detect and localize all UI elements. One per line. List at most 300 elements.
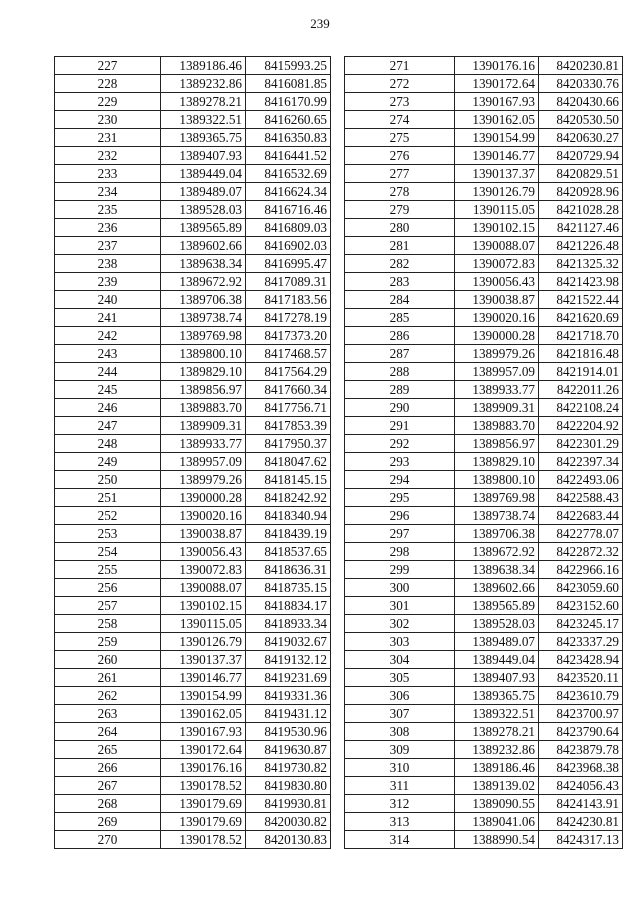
x-coordinate-cell: 1390038.87 [455,291,539,309]
y-coordinate-cell: 8422397.34 [539,453,623,471]
x-coordinate-cell: 1389829.10 [455,453,539,471]
y-coordinate-cell: 8419331.36 [246,687,331,705]
y-coordinate-cell: 8423610.79 [539,687,623,705]
y-coordinate-cell: 8416260.65 [246,111,331,129]
y-coordinate-cell: 8416170.99 [246,93,331,111]
table-row [55,147,331,165]
point-number-cell: 250 [55,471,161,489]
y-coordinate-cell: 8417183.56 [246,291,331,309]
y-coordinate-cell: 8421325.32 [539,255,623,273]
point-number-cell: 248 [55,435,161,453]
table-row [55,165,331,183]
x-coordinate-cell: 1390038.87 [161,525,246,543]
y-coordinate-cell: 8423059.60 [539,579,623,597]
point-number-cell: 281 [345,237,455,255]
point-number-cell: 263 [55,705,161,723]
table-row [345,579,623,597]
table-row [345,165,623,183]
y-coordinate-cell: 8420430.66 [539,93,623,111]
y-coordinate-cell: 8417660.34 [246,381,331,399]
x-coordinate-cell: 1389449.04 [161,165,246,183]
table-row [55,579,331,597]
y-coordinate-cell: 8420330.76 [539,75,623,93]
coordinates-table-left [54,56,331,849]
x-coordinate-cell: 1390000.28 [161,489,246,507]
y-coordinate-cell: 8423520.11 [539,669,623,687]
point-number-cell: 242 [55,327,161,345]
point-number-cell: 307 [345,705,455,723]
table-row [55,633,331,651]
point-number-cell: 254 [55,543,161,561]
y-coordinate-cell: 8420130.83 [246,831,331,849]
y-coordinate-cell: 8423879.78 [539,741,623,759]
point-number-cell: 283 [345,273,455,291]
point-number-cell: 227 [55,57,161,75]
y-coordinate-cell: 8424230.81 [539,813,623,831]
table-row [55,741,331,759]
y-coordinate-cell: 8417853.39 [246,417,331,435]
x-coordinate-cell: 1389829.10 [161,363,246,381]
y-coordinate-cell: 8418242.92 [246,489,331,507]
table-row [345,705,623,723]
x-coordinate-cell: 1390072.83 [455,255,539,273]
table-row [55,345,331,363]
table-row [55,651,331,669]
table-row [55,507,331,525]
table-row [345,147,623,165]
x-coordinate-cell: 1389769.98 [161,327,246,345]
x-coordinate-cell: 1390088.07 [161,579,246,597]
x-coordinate-cell: 1389322.51 [455,705,539,723]
x-coordinate-cell: 1390137.37 [455,165,539,183]
table-row [55,471,331,489]
point-number-cell: 231 [55,129,161,147]
y-coordinate-cell: 8415993.25 [246,57,331,75]
point-number-cell: 241 [55,309,161,327]
x-coordinate-cell: 1390176.16 [161,759,246,777]
y-coordinate-cell: 8418145.15 [246,471,331,489]
x-coordinate-cell: 1390115.05 [161,615,246,633]
x-coordinate-cell: 1389528.03 [455,615,539,633]
x-coordinate-cell: 1390020.16 [161,507,246,525]
x-coordinate-cell: 1389186.46 [161,57,246,75]
y-coordinate-cell: 8422872.32 [539,543,623,561]
coordinates-table-right [344,56,623,849]
y-coordinate-cell: 8416532.69 [246,165,331,183]
y-coordinate-cell: 8417468.57 [246,345,331,363]
table-row [55,309,331,327]
table-row [55,525,331,543]
table-row [55,687,331,705]
point-number-cell: 293 [345,453,455,471]
y-coordinate-cell: 8422108.24 [539,399,623,417]
point-number-cell: 232 [55,147,161,165]
y-coordinate-cell: 8424317.13 [539,831,623,849]
point-number-cell: 292 [345,435,455,453]
point-number-cell: 249 [55,453,161,471]
x-coordinate-cell: 1389602.66 [455,579,539,597]
y-coordinate-cell: 8420030.82 [246,813,331,831]
table-row [345,597,623,615]
point-number-cell: 245 [55,381,161,399]
point-number-cell: 273 [345,93,455,111]
table-row [55,813,331,831]
table-row [345,813,623,831]
x-coordinate-cell: 1389565.89 [161,219,246,237]
y-coordinate-cell: 8421620.69 [539,309,623,327]
x-coordinate-cell: 1390072.83 [161,561,246,579]
point-number-cell: 246 [55,399,161,417]
y-coordinate-cell: 8422204.92 [539,417,623,435]
x-coordinate-cell: 1390020.16 [455,309,539,327]
y-coordinate-cell: 8419231.69 [246,669,331,687]
point-number-cell: 314 [345,831,455,849]
x-coordinate-cell: 1389365.75 [161,129,246,147]
y-coordinate-cell: 8416995.47 [246,255,331,273]
table-row [55,597,331,615]
point-number-cell: 257 [55,597,161,615]
x-coordinate-cell: 1390178.52 [161,777,246,795]
point-number-cell: 236 [55,219,161,237]
table-row [55,219,331,237]
point-number-cell: 233 [55,165,161,183]
point-number-cell: 284 [345,291,455,309]
x-coordinate-cell: 1389186.46 [455,759,539,777]
y-coordinate-cell: 8420928.96 [539,183,623,201]
table-row [55,399,331,417]
table-row [55,291,331,309]
table-row [345,75,623,93]
point-number-cell: 298 [345,543,455,561]
point-number-cell: 306 [345,687,455,705]
x-coordinate-cell: 1389706.38 [455,525,539,543]
table-row [345,111,623,129]
table-row [55,705,331,723]
y-coordinate-cell: 8422301.29 [539,435,623,453]
x-coordinate-cell: 1389706.38 [161,291,246,309]
point-number-cell: 244 [55,363,161,381]
table-row [55,489,331,507]
y-coordinate-cell: 8418439.19 [246,525,331,543]
x-coordinate-cell: 1389322.51 [161,111,246,129]
y-coordinate-cell: 8418933.34 [246,615,331,633]
y-coordinate-cell: 8418735.15 [246,579,331,597]
point-number-cell: 274 [345,111,455,129]
y-coordinate-cell: 8419530.96 [246,723,331,741]
point-number-cell: 268 [55,795,161,813]
table-row [55,615,331,633]
y-coordinate-cell: 8421816.48 [539,345,623,363]
table-row [55,237,331,255]
table-row [55,57,331,75]
y-coordinate-cell: 8422966.16 [539,561,623,579]
point-number-cell: 269 [55,813,161,831]
x-coordinate-cell: 1390178.52 [161,831,246,849]
table-row [345,723,623,741]
point-number-cell: 259 [55,633,161,651]
table-row [345,273,623,291]
x-coordinate-cell: 1390056.43 [161,543,246,561]
point-number-cell: 251 [55,489,161,507]
point-number-cell: 276 [345,147,455,165]
table-row [345,525,623,543]
point-number-cell: 256 [55,579,161,597]
point-number-cell: 305 [345,669,455,687]
x-coordinate-cell: 1390126.79 [455,183,539,201]
y-coordinate-cell: 8416624.34 [246,183,331,201]
x-coordinate-cell: 1390102.15 [161,597,246,615]
y-coordinate-cell: 8422493.06 [539,471,623,489]
table-row [55,795,331,813]
table-row [345,417,623,435]
x-coordinate-cell: 1389489.07 [161,183,246,201]
x-coordinate-cell: 1389449.04 [455,651,539,669]
point-number-cell: 237 [55,237,161,255]
page-number: 239 [310,16,330,31]
y-coordinate-cell: 8422683.44 [539,507,623,525]
y-coordinate-cell: 8416902.03 [246,237,331,255]
y-coordinate-cell: 8419730.82 [246,759,331,777]
y-coordinate-cell: 8418537.65 [246,543,331,561]
y-coordinate-cell: 8419431.12 [246,705,331,723]
table-row [55,75,331,93]
x-coordinate-cell: 1390167.93 [455,93,539,111]
y-coordinate-cell: 8417089.31 [246,273,331,291]
table-row [345,381,623,399]
table-row [55,453,331,471]
table-row [345,831,623,849]
x-coordinate-cell: 1390115.05 [455,201,539,219]
y-coordinate-cell: 8418047.62 [246,453,331,471]
y-coordinate-cell: 8418340.94 [246,507,331,525]
table-row [345,669,623,687]
point-number-cell: 239 [55,273,161,291]
y-coordinate-cell: 8423152.60 [539,597,623,615]
x-coordinate-cell: 1390176.16 [455,57,539,75]
point-number-cell: 279 [345,201,455,219]
y-coordinate-cell: 8419132.12 [246,651,331,669]
y-coordinate-cell: 8424143.91 [539,795,623,813]
y-coordinate-cell: 8419830.80 [246,777,331,795]
point-number-cell: 260 [55,651,161,669]
point-number-cell: 285 [345,309,455,327]
point-number-cell: 299 [345,561,455,579]
y-coordinate-cell: 8420230.81 [539,57,623,75]
x-coordinate-cell: 1389979.26 [455,345,539,363]
y-coordinate-cell: 8416350.83 [246,129,331,147]
y-coordinate-cell: 8423428.94 [539,651,623,669]
point-number-cell: 290 [345,399,455,417]
point-number-cell: 243 [55,345,161,363]
x-coordinate-cell: 1390146.77 [455,147,539,165]
y-coordinate-cell: 8420530.50 [539,111,623,129]
point-number-cell: 312 [345,795,455,813]
table-row [345,489,623,507]
y-coordinate-cell: 8417564.29 [246,363,331,381]
table-row [55,327,331,345]
x-coordinate-cell: 1389856.97 [455,435,539,453]
table-row [345,291,623,309]
table-row [345,777,623,795]
table-row [345,345,623,363]
y-coordinate-cell: 8422588.43 [539,489,623,507]
table-row [55,435,331,453]
x-coordinate-cell: 1390126.79 [161,633,246,651]
point-number-cell: 296 [345,507,455,525]
point-number-cell: 247 [55,417,161,435]
x-coordinate-cell: 1389602.66 [161,237,246,255]
y-coordinate-cell: 8423700.97 [539,705,623,723]
table-row [55,111,331,129]
table-row [55,723,331,741]
x-coordinate-cell: 1390172.64 [161,741,246,759]
y-coordinate-cell: 8423968.38 [539,759,623,777]
y-coordinate-cell: 8421423.98 [539,273,623,291]
y-coordinate-cell: 8421718.70 [539,327,623,345]
y-coordinate-cell: 8421522.44 [539,291,623,309]
y-coordinate-cell: 8421226.48 [539,237,623,255]
y-coordinate-cell: 8418834.17 [246,597,331,615]
table-row [345,543,623,561]
point-number-cell: 271 [345,57,455,75]
point-number-cell: 282 [345,255,455,273]
x-coordinate-cell: 1389407.93 [455,669,539,687]
y-coordinate-cell: 8417950.37 [246,435,331,453]
y-coordinate-cell: 8416716.46 [246,201,331,219]
point-number-cell: 297 [345,525,455,543]
y-coordinate-cell: 8416081.85 [246,75,331,93]
y-coordinate-cell: 8416809.03 [246,219,331,237]
point-number-cell: 291 [345,417,455,435]
x-coordinate-cell: 1389738.74 [161,309,246,327]
table-row [345,129,623,147]
point-number-cell: 266 [55,759,161,777]
table-row [345,435,623,453]
table-row [345,363,623,381]
x-coordinate-cell: 1389232.86 [455,741,539,759]
table-row [55,363,331,381]
y-coordinate-cell: 8423790.64 [539,723,623,741]
x-coordinate-cell: 1390162.05 [455,111,539,129]
x-coordinate-cell: 1389638.34 [455,561,539,579]
x-coordinate-cell: 1389800.10 [455,471,539,489]
x-coordinate-cell: 1389933.77 [161,435,246,453]
x-coordinate-cell: 1390146.77 [161,669,246,687]
x-coordinate-cell: 1390088.07 [455,237,539,255]
table-row [345,633,623,651]
table-row [345,687,623,705]
table-row [345,201,623,219]
point-number-cell: 261 [55,669,161,687]
point-number-cell: 288 [345,363,455,381]
table-row [55,669,331,687]
table-row [345,255,623,273]
x-coordinate-cell: 1389672.92 [161,273,246,291]
y-coordinate-cell: 8423245.17 [539,615,623,633]
x-coordinate-cell: 1389489.07 [455,633,539,651]
y-coordinate-cell: 8421028.28 [539,201,623,219]
table-row [345,471,623,489]
x-coordinate-cell: 1390000.28 [455,327,539,345]
x-coordinate-cell: 1390162.05 [161,705,246,723]
y-coordinate-cell: 8422011.26 [539,381,623,399]
x-coordinate-cell: 1389883.70 [455,417,539,435]
x-coordinate-cell: 1389909.31 [455,399,539,417]
table-row [345,651,623,669]
point-number-cell: 258 [55,615,161,633]
table-row [55,273,331,291]
point-number-cell: 302 [345,615,455,633]
y-coordinate-cell: 8419032.67 [246,633,331,651]
point-number-cell: 277 [345,165,455,183]
table-row [55,831,331,849]
point-number-cell: 311 [345,777,455,795]
x-coordinate-cell: 1389365.75 [455,687,539,705]
point-number-cell: 265 [55,741,161,759]
point-number-cell: 228 [55,75,161,93]
x-coordinate-cell: 1389090.55 [455,795,539,813]
y-coordinate-cell: 8421914.01 [539,363,623,381]
table-row [345,219,623,237]
x-coordinate-cell: 1389800.10 [161,345,246,363]
point-number-cell: 240 [55,291,161,309]
y-coordinate-cell: 8417278.19 [246,309,331,327]
x-coordinate-cell: 1388990.54 [455,831,539,849]
x-coordinate-cell: 1390137.37 [161,651,246,669]
x-coordinate-cell: 1389957.09 [161,453,246,471]
table-row [345,795,623,813]
x-coordinate-cell: 1390154.99 [455,129,539,147]
table-row [345,453,623,471]
point-number-cell: 264 [55,723,161,741]
x-coordinate-cell: 1389232.86 [161,75,246,93]
table-row [345,759,623,777]
table-row [345,399,623,417]
x-coordinate-cell: 1389769.98 [455,489,539,507]
point-number-cell: 278 [345,183,455,201]
point-number-cell: 230 [55,111,161,129]
point-number-cell: 313 [345,813,455,831]
x-coordinate-cell: 1389139.02 [455,777,539,795]
x-coordinate-cell: 1389979.26 [161,471,246,489]
x-coordinate-cell: 1389278.21 [161,93,246,111]
point-number-cell: 267 [55,777,161,795]
table-row [345,183,623,201]
x-coordinate-cell: 1389041.06 [455,813,539,831]
y-coordinate-cell: 8417373.20 [246,327,331,345]
y-coordinate-cell: 8421127.46 [539,219,623,237]
table-row [55,93,331,111]
x-coordinate-cell: 1389856.97 [161,381,246,399]
point-number-cell: 262 [55,687,161,705]
x-coordinate-cell: 1389638.34 [161,255,246,273]
table-row [345,237,623,255]
table-row [55,201,331,219]
y-coordinate-cell: 8419930.81 [246,795,331,813]
table-row [345,561,623,579]
y-coordinate-cell: 8424056.43 [539,777,623,795]
point-number-cell: 253 [55,525,161,543]
x-coordinate-cell: 1390056.43 [455,273,539,291]
point-number-cell: 295 [345,489,455,507]
x-coordinate-cell: 1389957.09 [455,363,539,381]
point-number-cell: 270 [55,831,161,849]
point-number-cell: 300 [345,579,455,597]
table-row [345,327,623,345]
x-coordinate-cell: 1389528.03 [161,201,246,219]
table-row [345,309,623,327]
y-coordinate-cell: 8422778.07 [539,525,623,543]
